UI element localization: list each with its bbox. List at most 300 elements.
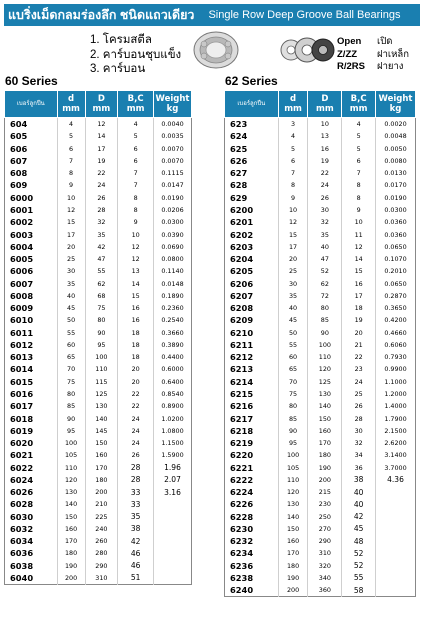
table-cell: 35 [57,277,85,289]
table-cell: 28 [118,474,154,486]
table-cell [376,584,416,597]
table-cell: 8 [342,192,376,204]
table-cell: 22 [118,400,154,412]
table-row [5,412,192,424]
bearing-number: 6206 [225,277,279,289]
table-cell: 16 [342,277,376,289]
table-cell [154,511,192,523]
table-row [225,437,416,449]
table-cell: 190 [278,572,308,584]
header-row [5,91,192,118]
table-cell: 210 [85,498,118,510]
table-row [5,339,192,351]
column-header: B,C mm [118,91,154,118]
table-cell: 6 [118,143,154,155]
table-cell: 4 [278,130,308,142]
table-cell: 26 [85,192,118,204]
table-cell: 47 [85,253,118,265]
bearing-number: 6012 [5,339,58,351]
table-row [225,228,416,240]
table-row [225,339,416,351]
bearing-number: 6009 [5,302,58,314]
bearing-number: 6215 [225,388,279,400]
table-cell: 52 [342,547,376,559]
column-header: D mm [85,91,118,118]
bearing-number: 6209 [225,314,279,326]
table-cell: 225 [85,511,118,523]
table-row [5,228,192,240]
bearing-number: 6017 [5,400,58,412]
bearing-number: 6228 [225,511,279,523]
table-cell: 80 [85,314,118,326]
bearing-number: 626 [225,155,279,167]
table-cell: 120 [308,363,342,375]
table-row [5,314,192,326]
bearing-number: 6221 [225,461,279,473]
table-cell: 95 [85,339,118,351]
table-row [5,498,192,510]
table-row [5,351,192,363]
table-cell: 3.1400 [384,451,407,460]
table-cell: 18 [118,327,154,339]
table-cell: 62 [308,277,342,289]
table-cell: 80 [57,388,85,400]
table-cell [376,560,416,572]
legend-item: Z/ZZ ฝาเหล็ก [337,48,409,60]
table-cell: 40 [57,290,85,302]
table-cell: 120 [278,486,308,498]
table-cell: 130 [57,486,85,498]
table-cell: 17 [342,290,376,302]
bearing-number: 6006 [5,265,58,277]
bearing-number: 604 [5,118,58,131]
title-english: Single Row Deep Groove Ball Bearings [208,9,401,21]
table-cell: 55 [57,327,85,339]
bearing-number: 6032 [5,523,58,535]
bearing-number: 6238 [225,572,279,584]
column-header: เบอร์ลูกปืน [225,91,279,118]
material-item: 3. คาร์บอน [90,63,146,75]
table-cell: 0.0170 [384,181,407,190]
table-cell: 0.0050 [384,144,407,153]
table-cell: 30 [308,204,342,216]
bearing-number: 6024 [5,474,58,486]
bearing-number: 6021 [5,449,58,461]
table-cell: 25 [342,388,376,400]
table-cell: 75 [85,302,118,314]
table-cell: 20 [57,241,85,253]
bearing-number: 6040 [5,572,58,585]
table-cell: 50 [57,314,85,326]
table-header [225,91,416,118]
table-cell: 0.2010 [384,267,407,276]
table-cell: 40 [278,302,308,314]
table-body [225,118,416,597]
table-cell: 4.36 [387,475,404,485]
table-cell: 33 [118,486,154,498]
table-cell: 22 [118,388,154,400]
bearing-number: 6219 [225,437,279,449]
table-62-series [224,90,416,597]
bearing-number: 6010 [5,314,58,326]
table-cell: 160 [57,523,85,535]
table-cell: 24 [118,412,154,424]
table-cell: 140 [85,412,118,424]
table-cell: 10 [308,118,342,131]
table-cell: 46 [118,560,154,572]
table-cell: 0.0300 [384,205,407,214]
table-cell: 22 [342,351,376,363]
table-cell: 110 [278,474,308,486]
table-cell: 110 [85,363,118,375]
bearing-open-image [192,30,242,70]
bearing-number: 6000 [5,192,58,204]
table-row [225,523,416,535]
table-cell: 1.1500 [161,439,184,448]
table-cell: 35 [278,290,308,302]
series-62-title: 62 Series [225,74,278,88]
table-body [5,118,192,585]
table-cell: 3.16 [164,487,181,497]
table-row [225,155,416,167]
table-row [225,584,416,597]
table-cell: 0.1115 [161,169,184,178]
table-cell: 30 [342,425,376,437]
table-row [225,511,416,523]
table-row [225,118,416,131]
table-cell: 55 [278,339,308,351]
table-cell: 2.07 [164,475,181,485]
table-cell: 1.1000 [384,377,407,386]
table-row [5,290,192,302]
table-row [5,216,192,228]
table-cell: 160 [85,449,118,461]
table-cell: 100 [278,449,308,461]
table-cell: 13 [118,265,154,277]
table-row [225,302,416,314]
bearing-number: 6207 [225,290,279,302]
table-cell: 0.0650 [384,279,407,288]
bearing-number: 6203 [225,241,279,253]
table-cell: 0.0190 [384,193,407,202]
bearing-number: 607 [5,155,58,167]
table-cell: 15 [342,265,376,277]
table-cell: 7 [278,167,308,179]
table-cell: 70 [57,363,85,375]
table-cell [376,486,416,498]
table-cell: 35 [308,228,342,240]
table-cell: 280 [85,547,118,559]
bearing-number: 6204 [225,253,279,265]
bearing-number: 6005 [5,253,58,265]
table-cell: 2.6200 [384,439,407,448]
table-row [5,486,192,498]
table-cell: 16 [308,143,342,155]
table-cell: 180 [85,474,118,486]
table-row [225,474,416,486]
table-cell: 3.7000 [384,463,407,472]
table-cell: 47 [308,253,342,265]
table-cell: 26 [308,192,342,204]
table-cell: 72 [308,290,342,302]
table-row [5,572,192,585]
table-cell: 100 [308,339,342,351]
table-cell: 110 [57,461,85,473]
table-cell: 45 [57,302,85,314]
table-row [225,192,416,204]
table-cell: 20 [118,363,154,375]
bearing-number: 609 [5,179,58,191]
table-cell: 24 [85,179,118,191]
table-cell: 110 [308,351,342,363]
column-header: B,C mm [342,91,376,118]
table-cell: 90 [85,327,118,339]
bearing-number: 6224 [225,486,279,498]
table-row [225,560,416,572]
table-cell: 0.6060 [384,340,407,349]
table-cell: 14 [118,277,154,289]
table-cell: 25 [57,253,85,265]
table-cell: 5 [342,130,376,142]
bearing-number: 6220 [225,449,279,461]
table-cell: 215 [308,486,342,498]
bearing-number: 627 [225,167,279,179]
bearing-number: 6201 [225,216,279,228]
table-cell: 0.0048 [384,132,407,141]
table-cell: 90 [278,425,308,437]
bearing-number: 623 [225,118,279,131]
table-row [225,290,416,302]
table-row [225,314,416,326]
bearing-number: 6003 [5,228,58,240]
table-row [5,204,192,216]
table-cell: 0.0800 [161,255,184,264]
table-cell: 26 [342,400,376,412]
table-cell: 15 [57,216,85,228]
table-cell: 52 [342,560,376,572]
column-header: d mm [278,91,308,118]
table-cell [376,572,416,584]
table-row [225,412,416,424]
table-cell: 1.4000 [384,402,407,411]
table-cell: 1.0800 [161,426,184,435]
table-cell: 0.0080 [384,156,407,165]
table-row [5,253,192,265]
bearing-number: 605 [5,130,58,142]
table-cell [154,572,192,585]
column-header: Weight kg [154,91,192,118]
table-cell: 20 [118,376,154,388]
table-row [5,167,192,179]
table-cell: 0.2870 [384,291,407,300]
table-cell: 9 [342,204,376,216]
table-cell: 0.0650 [384,242,407,251]
table-cell: 170 [308,437,342,449]
table-cell: 8 [342,179,376,191]
bearing-number: 6216 [225,400,279,412]
table-cell: 5 [57,130,85,142]
table-cell: 62 [85,277,118,289]
table-row [5,547,192,559]
table-cell: 260 [85,535,118,547]
table-cell: 190 [57,560,85,572]
table-row [5,449,192,461]
table-cell: 20 [278,253,308,265]
table-row [5,523,192,535]
table-row [225,167,416,179]
table-cell: 170 [85,461,118,473]
table-cell: 3 [278,118,308,131]
seal-legend [337,36,409,74]
table-cell: 0.0130 [384,169,407,178]
table-row [5,560,192,572]
table-cell: 0.0035 [161,132,184,141]
table-cell: 95 [278,437,308,449]
table-cell: 100 [85,351,118,363]
table-cell: 38 [118,523,154,535]
series-60-title: 60 Series [5,74,58,88]
table-cell: 19 [342,314,376,326]
table-cell: 45 [342,523,376,535]
table-cell: 10 [278,204,308,216]
table-cell: 1.0200 [161,414,184,423]
column-header: d mm [57,91,85,118]
table-row [225,425,416,437]
bearing-number: 6030 [5,511,58,523]
table-cell: 55 [342,572,376,584]
table-cell: 0.9900 [384,365,407,374]
table-cell: 230 [308,498,342,510]
bearing-number: 6038 [5,560,58,572]
table-cell: 150 [278,523,308,535]
bearing-number: 608 [5,167,58,179]
table-cell: 17 [57,228,85,240]
table-cell: 0.4660 [384,328,407,337]
table-cell: 7 [118,167,154,179]
bearing-number: 6212 [225,351,279,363]
table-header [5,91,192,118]
bearing-number: 6240 [225,584,279,597]
table-cell: 12 [85,118,118,131]
table-cell: 80 [278,400,308,412]
table-cell: 42 [118,535,154,547]
table-cell: 7 [342,167,376,179]
table-cell: 6 [57,143,85,155]
bearing-number: 6210 [225,327,279,339]
table-row [225,216,416,228]
table-cell: 45 [278,314,308,326]
table-cell: 0.0147 [161,181,184,190]
bearing-number: 624 [225,130,279,142]
table-cell: 290 [85,560,118,572]
title-bar [4,4,420,26]
table-row [5,376,192,388]
table-cell: 75 [57,376,85,388]
table-row [225,253,416,265]
header-row [225,91,416,118]
bearing-number: 6217 [225,412,279,424]
table-cell: 68 [85,290,118,302]
table-row [5,461,192,473]
table-cell: 24 [118,425,154,437]
table-row [225,265,416,277]
table-cell: 24 [342,376,376,388]
table-cell: 65 [57,351,85,363]
table-cell: 105 [57,449,85,461]
bearing-number: 6011 [5,327,58,339]
table-cell: 310 [85,572,118,585]
table-row [225,179,416,191]
table-cell: 23 [342,363,376,375]
table-cell: 0.1140 [161,267,184,276]
table-cell [154,535,192,547]
table-row [5,363,192,375]
table-cell: 19 [85,155,118,167]
table-cell: 170 [278,547,308,559]
table-row [5,277,192,289]
material-list [90,33,181,77]
bearing-seals-image [279,30,335,70]
table-row [225,498,416,510]
table-cell: 10 [342,216,376,228]
table-row [225,449,416,461]
table-cell: 0.0690 [161,242,184,251]
bearing-number: 6034 [5,535,58,547]
bearing-number: 6016 [5,388,58,400]
table-row [5,130,192,142]
table-cell: 200 [57,572,85,585]
table-cell: 4 [342,118,376,131]
table-cell: 85 [57,400,85,412]
table-cell: 180 [278,560,308,572]
table-row [225,400,416,412]
material-item: 1. โครมสตีล [90,34,152,46]
table-cell: 32 [342,437,376,449]
table-cell: 52 [308,265,342,277]
table-cell: 14 [342,253,376,265]
table-row [5,241,192,253]
table-cell: 0.0190 [161,193,184,202]
bearing-number: 6004 [5,241,58,253]
bearing-number: 6014 [5,363,58,375]
table-cell: 7 [57,155,85,167]
table-cell: 35 [118,511,154,523]
table-cell: 180 [308,449,342,461]
table-row [225,461,416,473]
table-cell: 190 [308,461,342,473]
table-cell: 0.7930 [384,353,407,362]
bearing-number: 6002 [5,216,58,228]
table-row [5,143,192,155]
table-cell: 4 [118,118,154,131]
table-cell: 310 [308,547,342,559]
table-cell: 5 [278,143,308,155]
table-cell: 125 [85,388,118,400]
table-cell: 12 [278,216,308,228]
table-cell: 0.2540 [161,316,184,325]
table-cell: 24 [308,179,342,191]
table-row [5,118,192,131]
table-row [225,572,416,584]
table-cell: 28 [342,412,376,424]
bearing-number: 6028 [5,498,58,510]
table-cell: 90 [57,412,85,424]
table-row [225,388,416,400]
table-cell: 140 [308,400,342,412]
table-row [225,363,416,375]
table-cell: 130 [278,498,308,510]
table-cell: 48 [342,535,376,547]
